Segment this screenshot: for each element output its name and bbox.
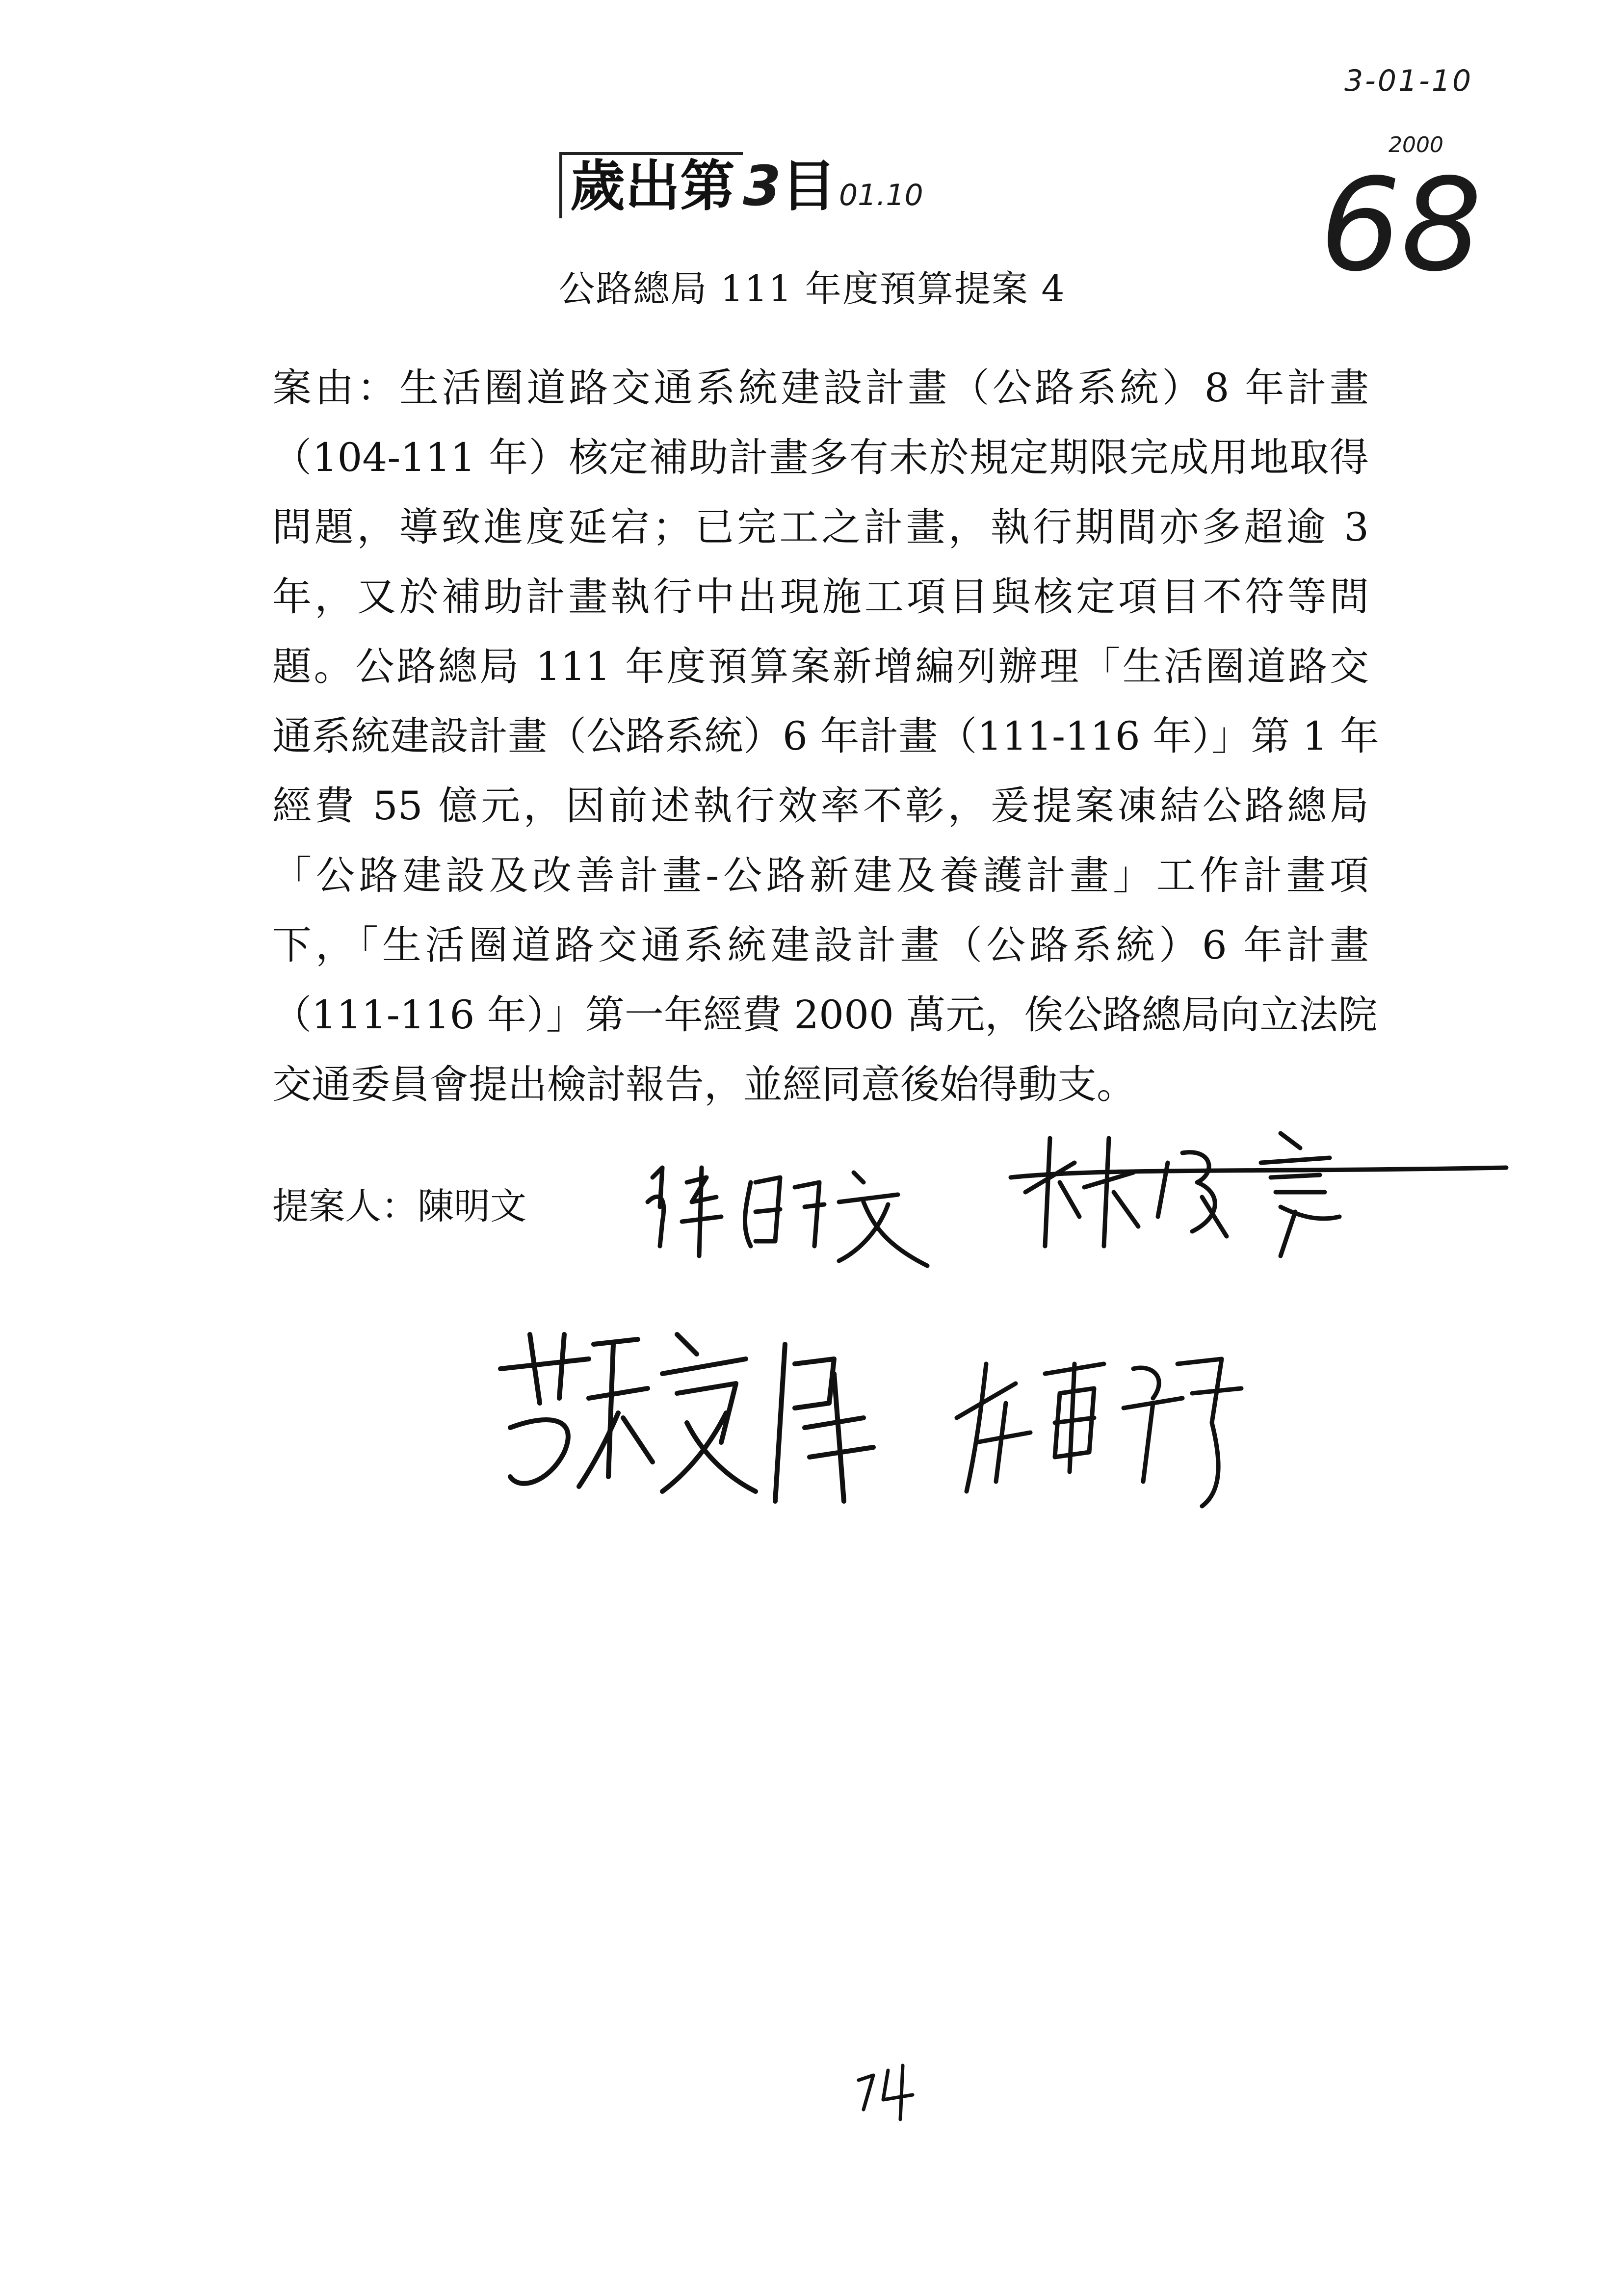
body-line: （104-111 年）核定補助計畫多有未於規定期限完成用地取得 [272,435,1369,480]
stamp-label: 歲出第 [559,152,743,218]
signature-3 [491,1315,903,1521]
body-line: 問題，導致進度延宕；已完工之計畫，執行期間亦多超逾 3 [272,504,1369,550]
body-line: 通系統建設計畫（公路系統）6 年計畫（111-116 年）」第 1 年 [272,713,1379,759]
signature-1 [633,1148,937,1276]
body-line: 下，「生活圈道路交通系統建設計畫（公路系統）6 年計畫 [272,922,1369,968]
body-line: （111-116 年）」第一年經費 2000 萬元，俟公路總局向立法院 [272,992,1378,1038]
proposer-label: 提案人：陳明文 [272,1185,526,1227]
stamp-unit: 目 [781,154,836,218]
reference-code: 3-01-10 [1344,64,1473,98]
proposal-body [272,353,1379,1120]
stamp-number: 3 [743,155,781,218]
stamp-date: 01.10 [838,178,923,212]
body-line: 「公路建設及改善計畫-公路新建及養護計畫」工作計畫項 [272,853,1369,898]
budget-stamp [559,142,923,218]
body-line: 經費 55 億元，因前述執行效率不彰，爰提案凍結公路總局 [272,783,1369,829]
signature-4 [947,1334,1261,1511]
footer-handwritten-mark [854,2056,927,2124]
body-line: 案由：生活圈道路交通系統建設計畫（公路系統）8 年計畫 [272,365,1369,411]
document-title: 公路總局 111 年度預算提案 4 [558,268,1066,310]
body-line: 題。公路總局 111 年度預算案新增編列辦理「生活圈道路交 [272,644,1369,689]
amount-note: 2000 [1388,132,1443,157]
body-line: 交通委員會提出檢討報告，並經同意後始得動支。 [272,1062,1136,1107]
signature-2 [1006,1119,1511,1266]
page-mark: 68 [1320,152,1482,300]
body-line: 年，又於補助計畫執行中出現施工項目與核定項目不符等問 [272,574,1369,620]
